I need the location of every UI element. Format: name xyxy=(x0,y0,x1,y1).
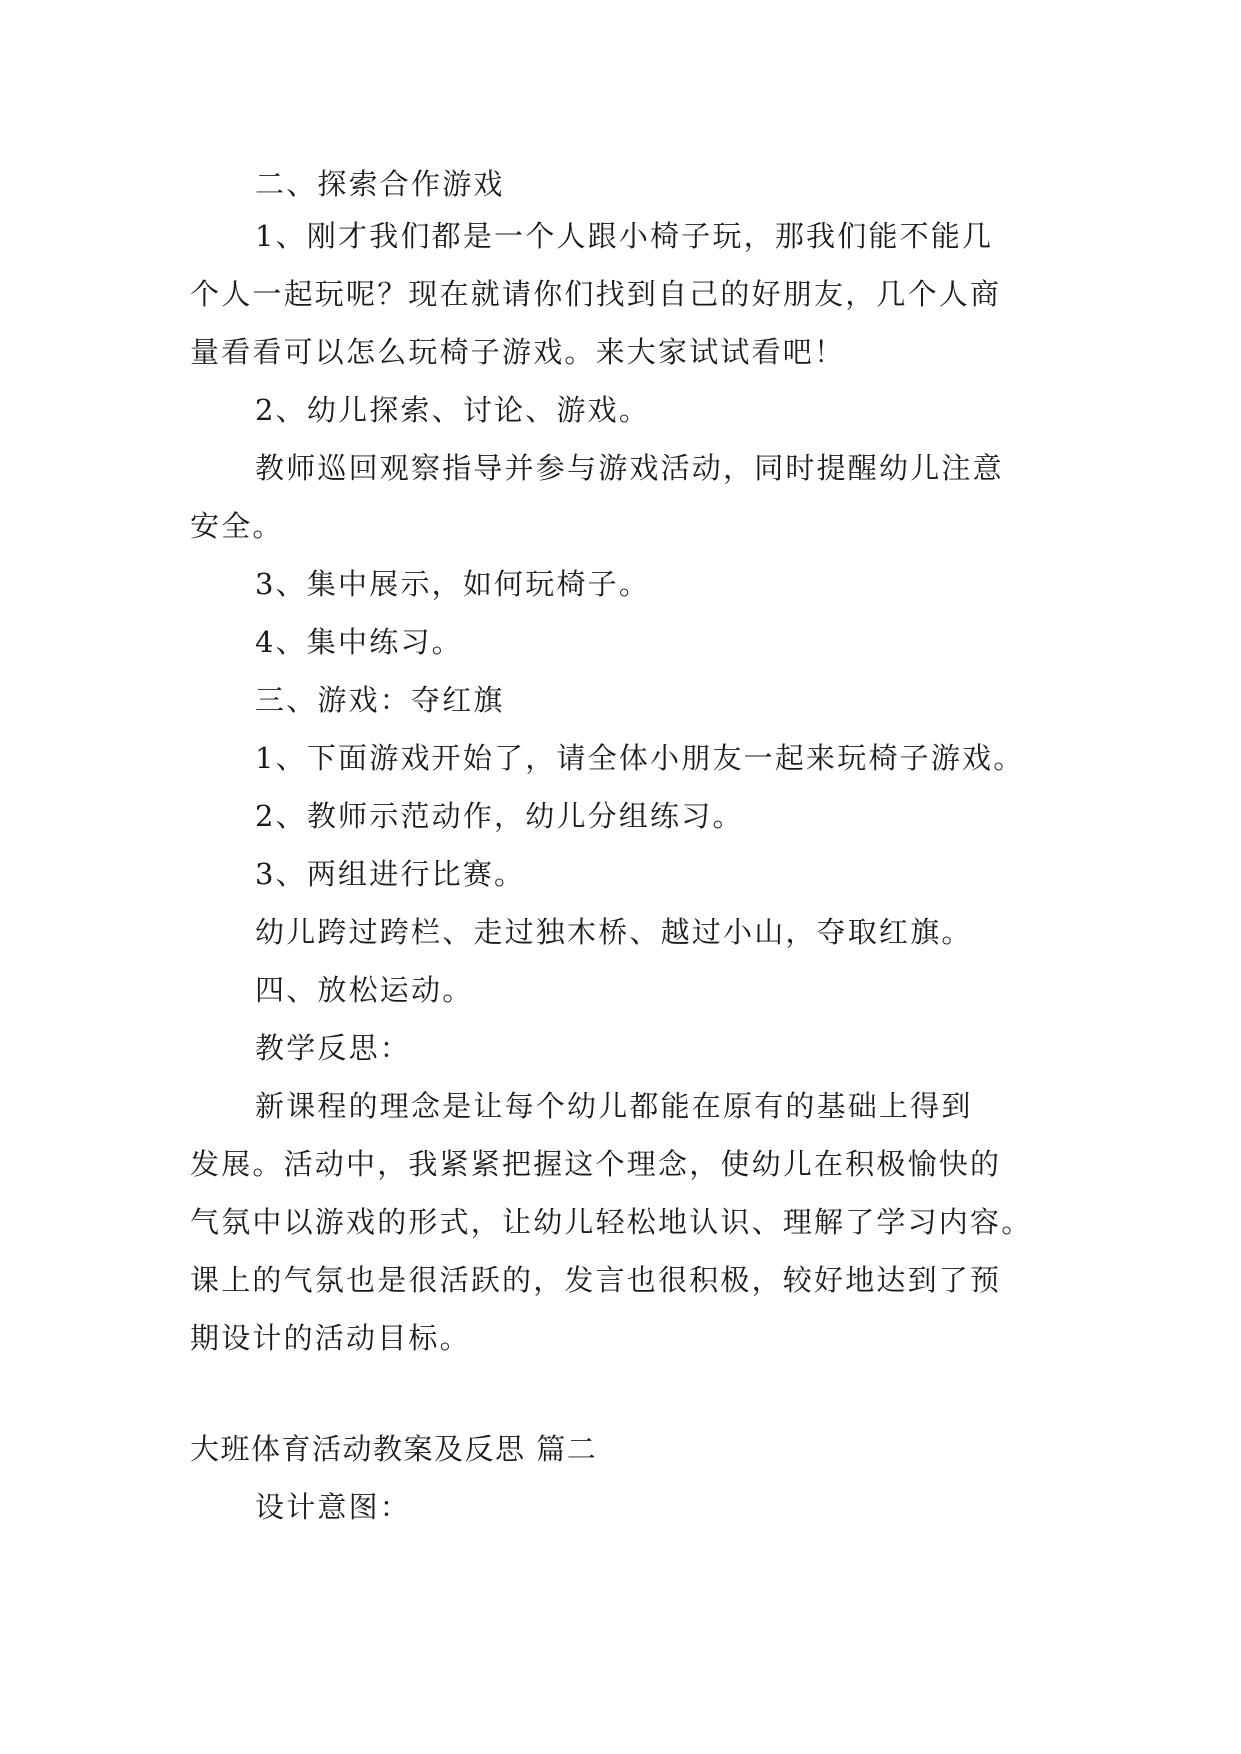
paragraph-line: 期设计的活动目标。 xyxy=(190,1321,471,1355)
paragraph-line: 3、两组进行比赛。 xyxy=(255,857,526,891)
paragraph-line: 3、集中展示，如何玩椅子。 xyxy=(255,567,651,601)
paragraph-line: 新课程的理念是让每个幼儿都能在原有的基础上得到 xyxy=(255,1089,973,1123)
paragraph-line: 发展。活动中，我紧紧把握这个理念，使幼儿在积极愉快的 xyxy=(190,1147,1002,1181)
paragraph-line: 教师巡回观察指导并参与游戏活动，同时提醒幼儿注意 xyxy=(255,451,1004,485)
paragraph-line: 2、教师示范动作，幼儿分组练习。 xyxy=(255,799,744,833)
paragraph-line: 1、下面游戏开始了，请全体小朋友一起来玩椅子游戏。 xyxy=(255,741,1025,775)
paragraph-line: 安全。 xyxy=(190,509,284,543)
paragraph-line: 气氛中以游戏的形式，让幼儿轻松地认识、理解了学习内容。 xyxy=(190,1205,1033,1239)
paragraph-line: 4、集中练习。 xyxy=(255,625,463,659)
paragraph-line: 三、游戏：夺红旗 xyxy=(255,683,505,717)
paragraph-line: 四、放松运动。 xyxy=(255,973,474,1007)
paragraph-line: 个人一起玩呢？现在就请你们找到自己的好朋友，几个人商 xyxy=(190,277,1002,311)
paragraph-line: 设计意图： xyxy=(255,1490,412,1524)
paragraph-line: 量看看可以怎么玩椅子游戏。来大家试试看吧！ xyxy=(190,335,846,369)
paragraph-line: 幼儿跨过跨栏、走过独木桥、越过小山，夺取红旗。 xyxy=(255,915,973,949)
paragraph-line: 2、幼儿探索、讨论、游戏。 xyxy=(255,393,651,427)
paragraph-line: 二、探索合作游戏 xyxy=(255,167,505,201)
section-heading: 大班体育活动教案及反思 篇二 xyxy=(190,1432,598,1466)
paragraph-line: 教学反思： xyxy=(255,1031,412,1065)
paragraph-line: 课上的气氛也是很活跃的，发言也很积极，较好地达到了预 xyxy=(190,1263,1002,1297)
paragraph-line: 1、刚才我们都是一个人跟小椅子玩，那我们能不能几 xyxy=(255,219,994,253)
